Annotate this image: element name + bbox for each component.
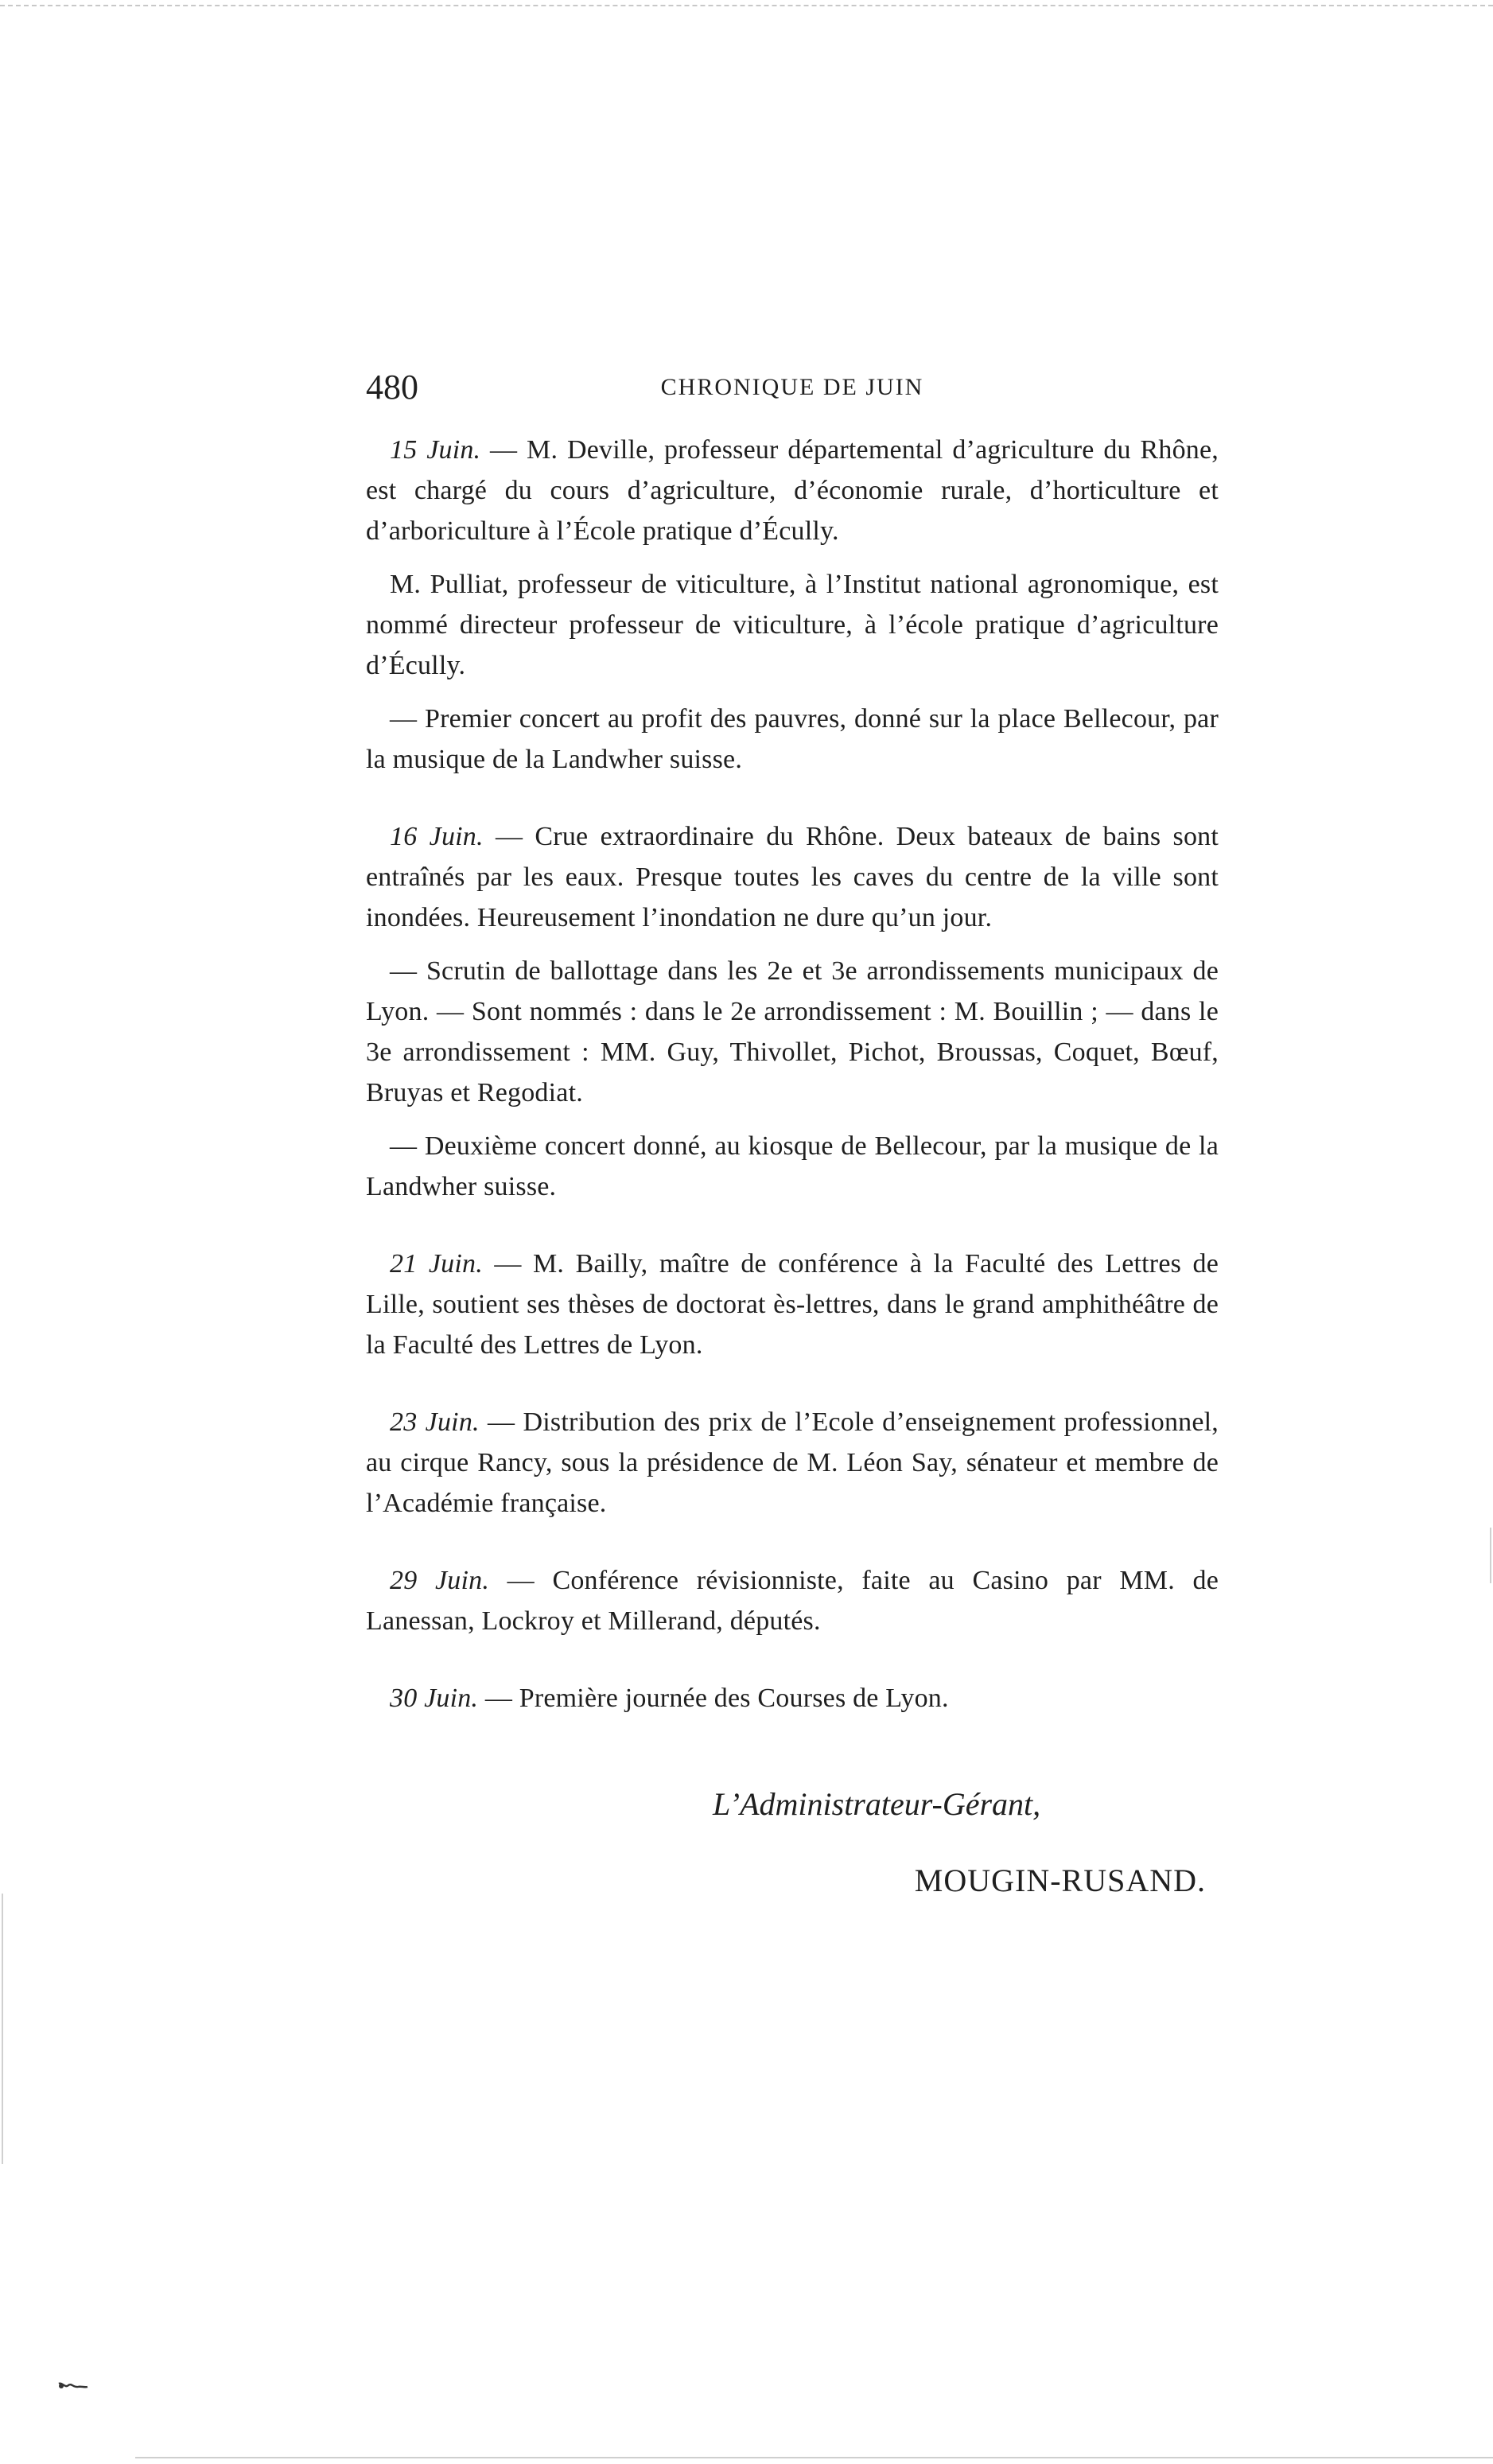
chronicle-entry-21-juin bbox=[366, 1244, 1219, 1365]
scan-edge-left bbox=[2, 1894, 3, 2164]
scan-edge-right bbox=[1490, 1528, 1491, 1583]
signature-block bbox=[366, 1782, 1219, 1903]
page-header bbox=[366, 368, 1219, 407]
document-page bbox=[366, 368, 1219, 1903]
signature-name: MOUGIN-RUSAND. bbox=[914, 1863, 1206, 1898]
entry-date: 23 Juin. bbox=[390, 1407, 480, 1437]
entry-paragraph: — Deuxième concert donné, au kiosque de Bellecour, par la musique de la Landwher suisse. bbox=[366, 1131, 1219, 1201]
entry-spacer bbox=[366, 1220, 1219, 1244]
ink-smudge-mark bbox=[57, 2380, 89, 2392]
entry-spacer bbox=[366, 1378, 1219, 1402]
scan-edge-bottom bbox=[135, 2457, 1493, 2458]
chronicle-entry-30-juin bbox=[366, 1678, 1219, 1719]
running-title: CHRONIQUE DE JUIN bbox=[660, 374, 924, 400]
entry-paragraph: — Scrutin de ballottage dans les 2e et 3e arrondissements municipaux de Lyon. — Sont nommés : dans le 2e arrondissement : M. Bouillin ; — dans le 3e arrondissement : MM. Guy, Thivollet, Pichot, Broussas, Coquet, Bœuf, Bruyas et Regodiat. bbox=[366, 956, 1219, 1107]
entry-paragraph bbox=[366, 1244, 1219, 1365]
entry-spacer bbox=[366, 1654, 1219, 1678]
entry-date: 29 Juin. bbox=[390, 1566, 490, 1595]
entry-text: — M. Bailly, maître de conférence à la Faculté des Lettres de Lille, soutient ses thèses de doctorat ès-lettres, dans le grand amphithéâtre de la Faculté des Lettres de Lyon. bbox=[366, 1249, 1219, 1360]
chronicle-entry-23-juin bbox=[366, 1402, 1219, 1524]
entry-text: — Crue extraordinaire du Rhône. Deux bateaux de bains sont entraînés par les eaux. Presque toutes les caves du centre de la ville sont inondées. Heureusement l’inondation ne dure qu’un jour. bbox=[366, 822, 1219, 932]
entry-paragraph bbox=[366, 1402, 1219, 1524]
entry-paragraph bbox=[366, 1560, 1219, 1641]
entry-paragraph: M. Pulliat, professeur de viticulture, à l’Institut national agronomique, est nommé directeur professeur de viticulture, à l’école pratique d’agriculture d’Écully. bbox=[366, 570, 1219, 680]
entry-text: — M. Deville, professeur départemental d’agriculture du Rhône, est chargé du cours d’agriculture, d’économie rurale, d’horticulture et d’arboriculture à l’École pratique d’Écully. bbox=[366, 435, 1219, 546]
entry-paragraph bbox=[366, 430, 1219, 551]
signature-title: L’Administrateur-Gérant, bbox=[713, 1786, 1041, 1822]
chronicle-entry-16-juin bbox=[366, 816, 1219, 1207]
page-number: 480 bbox=[366, 368, 418, 407]
entry-text: — Conférence révisionniste, faite au Casino par MM. de Lanessan, Lockroy et Millerand, députés. bbox=[366, 1566, 1219, 1636]
entry-paragraph bbox=[366, 1678, 1219, 1719]
chronicle-entry-15-juin bbox=[366, 430, 1219, 780]
entry-date: 16 Juin. bbox=[390, 822, 484, 851]
entry-date: 15 Juin. bbox=[390, 435, 481, 465]
entry-spacer bbox=[366, 1536, 1219, 1560]
entry-paragraph: — Premier concert au profit des pauvres, donné sur la place Bellecour, par la musique de la Landwher suisse. bbox=[366, 704, 1219, 774]
chronicle-entry-29-juin bbox=[366, 1560, 1219, 1641]
entry-text: — Première journée des Courses de Lyon. bbox=[478, 1684, 949, 1713]
entry-date: 21 Juin. bbox=[390, 1249, 483, 1279]
entry-spacer bbox=[366, 792, 1219, 816]
entry-paragraph bbox=[366, 816, 1219, 938]
scan-edge-top bbox=[0, 5, 1493, 6]
entry-text: — Distribution des prix de l’Ecole d’enseignement professionnel, au cirque Rancy, sous la présidence de M. Léon Say, sénateur et membre de l’Académie française. bbox=[366, 1407, 1219, 1518]
entry-date: 30 Juin. bbox=[390, 1684, 479, 1713]
